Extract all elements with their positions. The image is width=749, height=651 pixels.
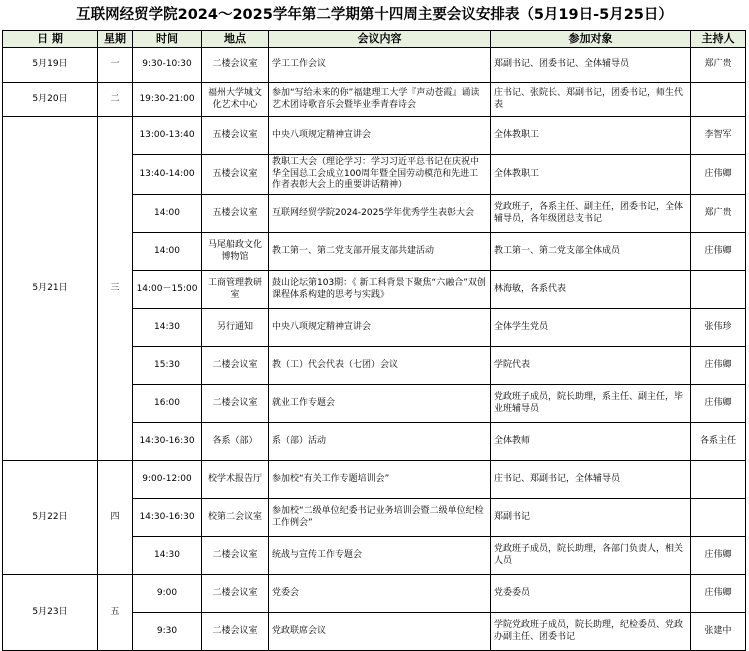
host-cell: 庄伟卿 [691,233,746,271]
host-cell: 各系主任 [691,423,746,461]
location-cell: 二楼会议室 [202,347,269,385]
content-cell: 中央八项规定精神宣讲会 [269,309,491,347]
host-cell: 庄伟卿 [691,385,746,423]
time-cell: 14:30-16:30 [133,499,202,537]
header-date: 日 期 [3,31,98,48]
date-cell: 5月22日 [3,461,98,575]
attendees-cell: 学院党政班子成员，院长助理，纪检委员、党政办副主任、团委书记 [491,613,691,651]
location-cell: 五楼会议室 [202,195,269,233]
attendees-cell: 郑副书记、团委书记、全体辅导员 [491,48,691,83]
host-cell: 庄伟卿 [691,155,746,195]
location-cell: 校第二会议室 [202,499,269,537]
attendees-cell: 党委委员 [491,575,691,613]
location-cell: 二楼会议室 [202,613,269,651]
content-cell: 统战与宣传工作专题会 [269,537,491,575]
time-cell: 15:30 [133,347,202,385]
table-row [3,48,746,83]
attendees-cell: 庄书记、郑副书记，全体辅导员 [491,461,691,499]
host-cell [691,461,746,499]
time-cell: 14:00 [133,195,202,233]
host-cell: 庄伟卿 [691,347,746,385]
time-cell: 9:00-12:00 [133,461,202,499]
attendees-cell: 教工第一、第二党支部全体成员 [491,233,691,271]
time-cell: 14:30 [133,537,202,575]
date-cell: 5月23日 [3,575,98,651]
content-cell: 党政联席会议 [269,613,491,651]
content-cell: 中央八项规定精神宣讲会 [269,117,491,155]
location-cell: 另行通知 [202,309,269,347]
attendees-cell: 全体学生党员 [491,309,691,347]
time-cell: 14:00－15:00 [133,271,202,309]
host-cell: 张伟珍 [691,309,746,347]
host-cell: 庄伟卿 [691,575,746,613]
date-cell: 5月21日 [3,117,98,461]
header-content: 会议内容 [269,31,491,48]
attendees-cell: 全体教职工 [491,155,691,195]
attendees-cell: 全体教师 [491,423,691,461]
content-cell: 参加校“二级单位纪委书记业务培训会暨二级单位纪检工作例会” [269,499,491,537]
weekday-cell: 二 [98,83,133,117]
time-cell: 9:00 [133,575,202,613]
host-cell [691,271,746,309]
table-row [3,117,746,155]
location-cell: 五楼会议室 [202,117,269,155]
location-cell: 马尾船政文化博物馆 [202,233,269,271]
weekday-cell: 五 [98,575,133,651]
time-cell: 14:30-16:30 [133,423,202,461]
header-location: 地点 [202,31,269,48]
host-cell: 李智军 [691,117,746,155]
time-cell: 9:30-10:30 [133,48,202,83]
host-cell: 郑广贵 [691,195,746,233]
content-cell: 参加校“有关工作专题培训会” [269,461,491,499]
content-cell: 互联网经贸学院2024-2025学年优秀学生表彰大会 [269,195,491,233]
location-cell: 校学术报告厅 [202,461,269,499]
header-attendees: 参加对象 [491,31,691,48]
table-row [3,461,746,499]
time-cell: 14:00 [133,233,202,271]
header-row [3,31,746,48]
time-cell: 13:40-14:00 [133,155,202,195]
date-cell: 5月19日 [3,48,98,83]
content-cell: 教职工大会（理论学习：学习习近平总书记在庆祝中华全国总工会成立100周年暨全国劳动模范和先进工作者表彰大会上的重要讲话精神） [269,155,491,195]
date-cell: 5月20日 [3,83,98,117]
location-cell: 二楼会议室 [202,537,269,575]
schedule-table [2,30,746,651]
location-cell: 福州大学城文化艺术中心 [202,83,269,117]
content-cell: 就业工作专题会 [269,385,491,423]
attendees-cell: 党政班子成员，院长助理，各部门负责人，相关人员 [491,537,691,575]
content-cell: 教工第一、第二党支部开展支部共建活动 [269,233,491,271]
host-cell [691,499,746,537]
time-cell: 14:30 [133,309,202,347]
time-cell: 16:00 [133,385,202,423]
table-row [3,83,746,117]
attendees-cell: 庄书记、张院长、郑副书记，团委书记，师生代表 [491,83,691,117]
location-cell: 五楼会议室 [202,155,269,195]
attendees-cell: 学院代表 [491,347,691,385]
host-cell [691,83,746,117]
host-cell: 郑广贵 [691,48,746,83]
weekday-cell: 三 [98,117,133,461]
location-cell: 二楼会议室 [202,48,269,83]
attendees-cell: 郑副书记 [491,499,691,537]
host-cell: 张建中 [691,613,746,651]
content-cell: 党委会 [269,575,491,613]
time-cell: 9:30 [133,613,202,651]
time-cell: 13:00-13:40 [133,117,202,155]
page-title: 互联网经贸学院2024～2025学年第二学期第十四周主要会议安排表（5月19日-5月25日） [0,0,749,30]
host-cell: 庄伟卿 [691,537,746,575]
attendees-cell: 林海敏，各系代表 [491,271,691,309]
location-cell: 二楼会议室 [202,385,269,423]
schedule-body [3,48,746,651]
attendees-cell: 党政班子成员，院长助理，系主任、副主任，毕业班辅导员 [491,385,691,423]
time-cell: 19:30-21:00 [133,83,202,117]
table-row [3,575,746,613]
weekday-cell: 一 [98,48,133,83]
location-cell: 二楼会议室 [202,575,269,613]
location-cell: 工商管理教研室 [202,271,269,309]
content-cell: 学工工作会议 [269,48,491,83]
content-cell: 鼓山论坛第103期：《 新工科背景下聚焦“六融合”双创课程体系构建的思考与实践》 [269,271,491,309]
header-time: 时间 [133,31,202,48]
header-host: 主持人 [691,31,746,48]
content-cell: 参加“写给未来的你”福建理工大学『声动苍霞』诵读艺术团诗歌音乐会暨毕业季青春诗会 [269,83,491,117]
attendees-cell: 全体教职工 [491,117,691,155]
content-cell: 教（工）代会代表（七团）会议 [269,347,491,385]
content-cell: 系（部）活动 [269,423,491,461]
weekday-cell: 四 [98,461,133,575]
header-weekday: 星期 [98,31,133,48]
attendees-cell: 党政班子，各系主任、副主任，团委书记，全体辅导员，各年级团总支书记 [491,195,691,233]
location-cell: 各系（部） [202,423,269,461]
